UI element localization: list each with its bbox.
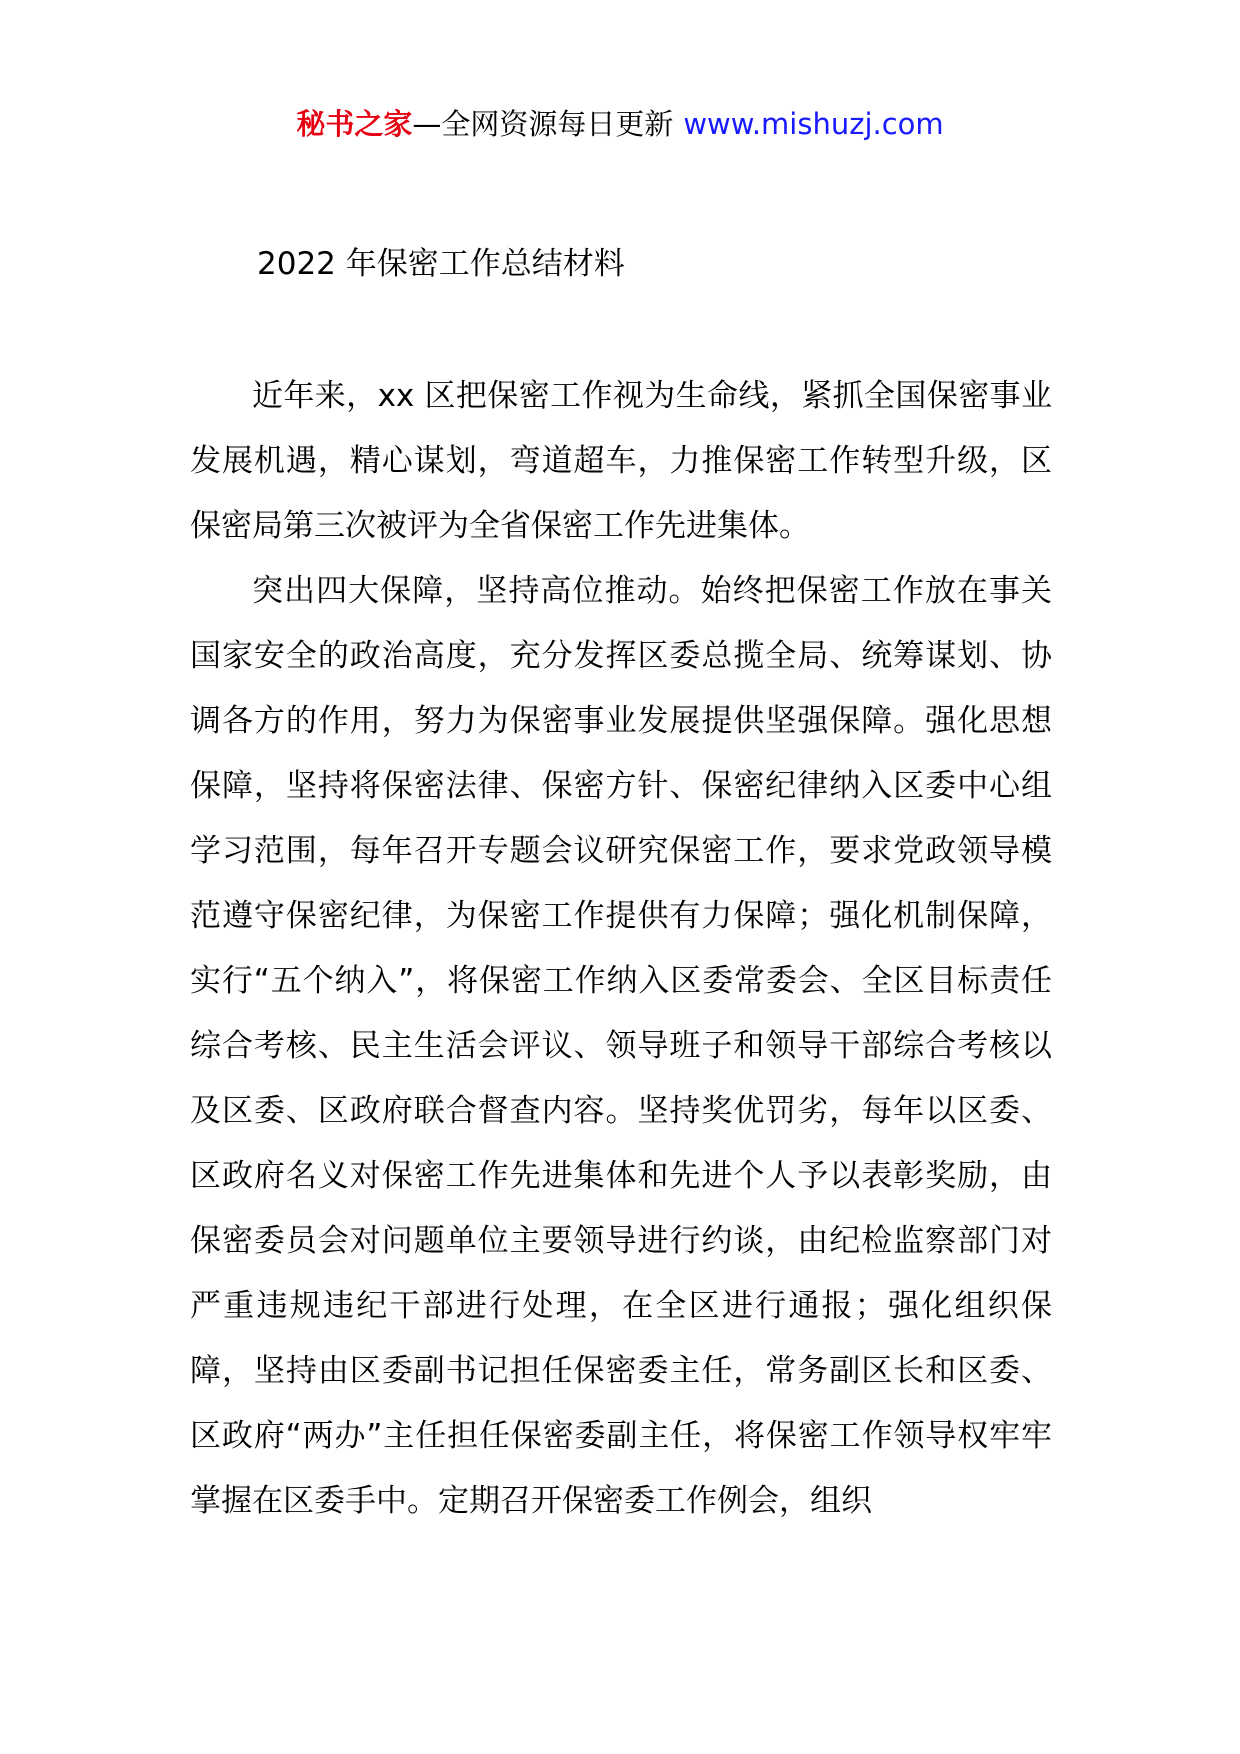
document-title: 2022 年保密工作总结材料 [257, 246, 625, 282]
site-header [0, 104, 1240, 144]
paragraph-guarantees: 突出四大保障，坚持高位推动。始终把保密工作放在事关国家安全的政治高度，充分发挥区委总揽全局、统筹谋划、协调各方的作用，努力为保密事业发展提供坚强保障。强化思想保障，坚持将保密法律、保密方针、保密纪律纳入区委中心组学习范围，每年召开专题会议研究保密工作，要求党政领导模范遵守保密纪律，为保密工作提供有力保障；强化机制保障，实行“五个纳入”，将保密工作纳入区委常委会、全区目标责任综合考核、民主生活会评议、领导班子和领导干部综合考核以及区委、区政府联合督查内容。坚持奖优罚劣，每年以区委、区政府名义对保密工作先进集体和先进个人予以表彰奖励，由保密委员会对问题单位主要领导进行约谈，由纪检监察部门对严重违规违纪干部进行处理，在全区进行通报；强化组织保障，坚持由区委副书记担任保密委主任，常务副区长和区委、区政府“两办”主任担任保密委副主任，将保密工作领导权牢牢掌握在区委手中。定期召开保密委工作例会，组织 [190, 573, 1052, 1519]
header-tagline: —全网资源每日更新 [412, 107, 674, 141]
paragraph-intro: 近年来，xx 区把保密工作视为生命线，紧抓全国保密事业发展机遇，精心谋划，弯道超车，力推保密工作转型升级，区保密局第三次被评为全省保密工作先进集体。 [190, 378, 1052, 544]
site-url-link[interactable]: www.mishuzj.com [683, 107, 944, 141]
document-body [190, 364, 1052, 1534]
brand-name: 秘书之家 [296, 107, 413, 141]
